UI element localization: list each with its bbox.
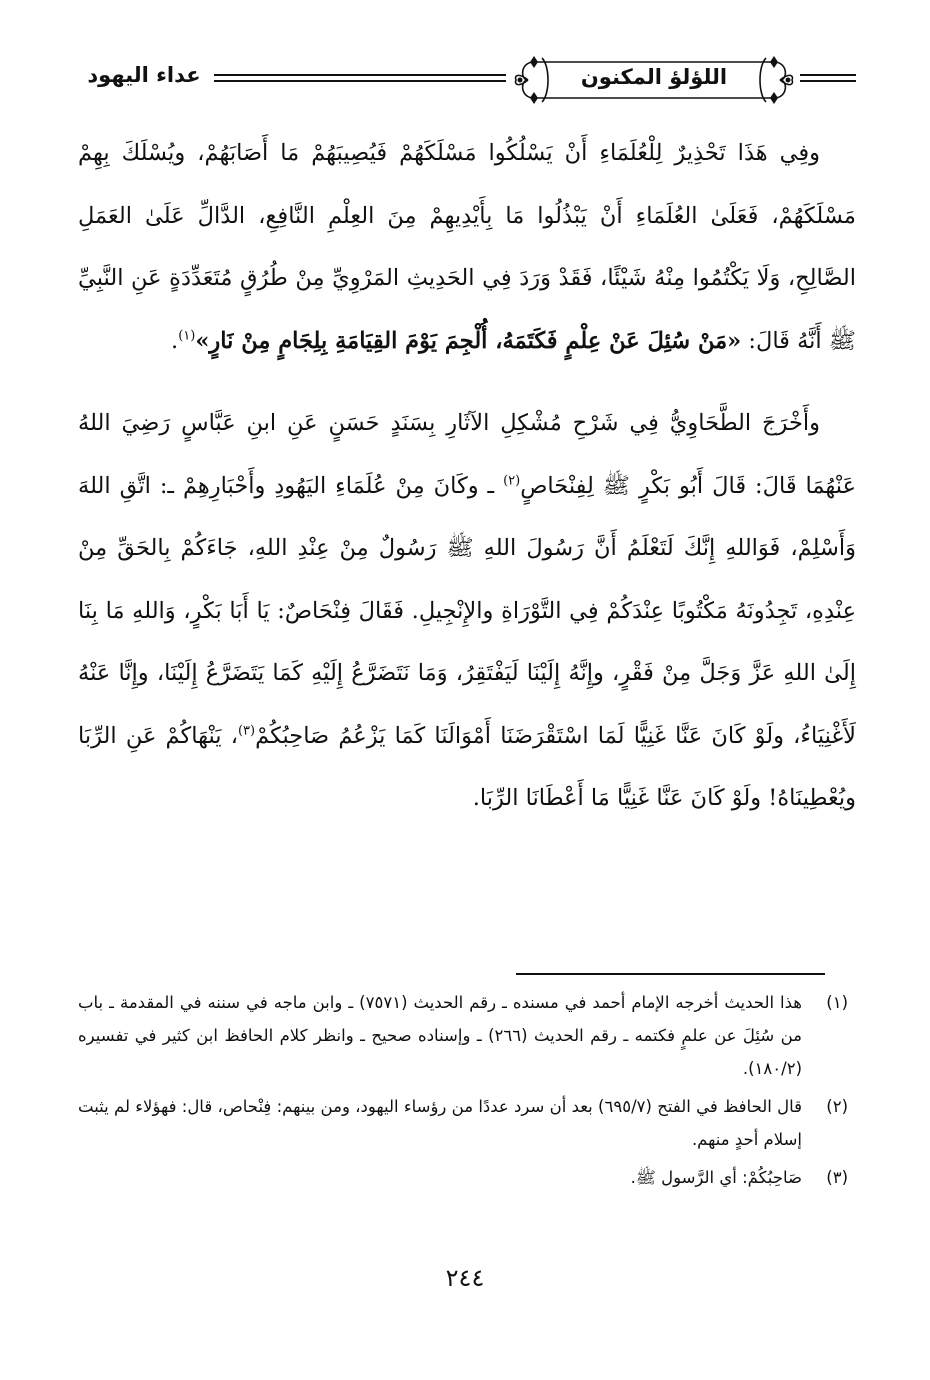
footnote-number: (١)	[826, 993, 848, 1012]
page-number: ٢٤٤	[445, 1264, 485, 1292]
paragraph-1-text: وفِي هَذَا تَحْذِيرٌ لِلْعُلَمَاءِ أَنْ يَسْلُكُوا مَسْلَكَهُمْ فَيُصِيبَهُمْ مَا أَصَابَهُمْ، ويُسْلَكَ بِهِمْ مَسْلَكَهُمْ، فَعَلَىٰ العُلَمَاءِ أَنْ يَبْذُلُوا مَا بِأَيْدِيهِمْ مِنَ العِلْمِ النَّافِعِ، الدَّالِّ عَلَىٰ العَمَلِ الصَّالِحِ، وَلَا يَكْتُمُوا مِنْهُ شَيْئًا، فَقَدْ وَرَدَ فِي الحَدِيثِ المَرْوِيِّ مِنْ طُرُقٍ مُتَعَدِّدَةٍ عَنِ النَّبِيِّ ﷺ أَنَّهُ قَالَ:	[78, 140, 856, 354]
footnote-1	[78, 986, 848, 1085]
paragraph-2-text-a: وأَخْرَجَ الطَّحَاوِيُّ فِي شَرْحِ مُشْكِلِ الآثَارِ بِسَنَدٍ حَسَنٍ عَنِ ابنِ عَبَّاسٍ رَضِيَ اللهُ عَنْهُمَا قَالَ: قَالَ أَبُو بَكْرٍ ﷺ لِفِنْحَاصٍ	[78, 410, 856, 499]
footnote-text: هذا الحديث أخرجه الإمام أحمد في مسنده ـ رقم الحديث (٧٥٧١) ـ وابن ماجه في سننه في المقدمة ـ باب من سُئِلَ عن علمٍ فكتمه ـ رقم الحديث (٢٦٦) ـ وإسناده صحيح ـ وانظر كلام الحافظ ابن كثير في تفسيره (١٨٠/٢).	[78, 993, 803, 1078]
footnote-2	[78, 1090, 848, 1156]
main-text	[78, 122, 856, 830]
footnote-ref-1: (١)	[178, 328, 196, 343]
footnote-number: (٣)	[826, 1168, 848, 1187]
header-rule-right	[800, 74, 856, 82]
chapter-title: عداء اليهود	[87, 63, 201, 87]
footnote-number: (٢)	[826, 1097, 848, 1116]
footnote-3	[78, 1161, 848, 1194]
header-rule-left	[214, 74, 506, 82]
paragraph-2-text-c: ، يَنْهَاكُمْ عَنِ الرِّبَا ويُعْطِينَاهُ! ولَوْ كَانَ عَنَّا غَنِيًّا مَا أَعْطَانَا الرِّبَا.	[78, 722, 856, 811]
footnote-separator	[516, 973, 825, 975]
hadith-quote: «مَنْ سُئِلَ عَنْ عِلْمٍ فَكَتَمَهُ، أُلْجِمَ يَوْمَ القِيَامَةِ بِلِجَامٍ مِنْ نَارٍ»	[195, 327, 742, 354]
footnotes	[78, 986, 848, 1199]
title-ornament-frame	[514, 54, 794, 106]
running-header	[78, 50, 856, 110]
book-title: اللؤلؤ المكنون	[580, 65, 728, 89]
footnote-ref-3: (٣)	[237, 723, 256, 738]
footnote-ref-2: (٢)	[503, 473, 521, 488]
footnote-text: صَاحِبُكُمْ: أي الرَّسول ﷺ.	[630, 1168, 802, 1187]
paragraph-2	[78, 392, 856, 830]
paragraph-1	[78, 122, 856, 372]
paragraph-1-end: .	[171, 327, 179, 354]
footnote-text: قال الحافظ في الفتح (٦٩٥/٧) بعد أن سرد عددًا من رؤساء اليهود، ومن بينهم: فِنْحاص، قال: فهؤلاء لم يثبت إسلام أحدٍ منهم.	[78, 1097, 803, 1149]
paragraph-2-text-b: ـ وكَانَ مِنْ عُلَمَاءِ اليَهُودِ وأَحْبَارِهِمْ ـ: اتَّقِ اللهَ وَأَسْلِمْ، فَوَاللهِ إِنَّكَ لَتَعْلَمُ أَنَّ رَسُولَ اللهِ ﷺ رَسُولٌ مِنْ عِنْدِ اللهِ، جَاءَكُمْ بِالحَقِّ مِنْ عِنْدِهِ، تَجِدُونَهُ مَكْتُوبًا عِنْدَكُمْ فِي التَّوْرَاةِ والإِنْجِيلِ. فَقَالَ فِنْحَاصٌ: يَا أَبَا بَكْرٍ، وَاللهِ مَا بِنَا إِلَىٰ اللهِ عَزَّ وَجَلَّ مِنْ فَقْرٍ، وإِنَّهُ إِلَيْنَا لَيَفْتَقِرُ، وَمَا نَتَضَرَّعُ إِلَيْهِ كَمَا يَتَضَرَّعُ إِلَيْنَا، وإِنَّا عَنْهُ لَأَغْنِيَاءُ، ولَوْ كَانَ عَنَّا غَنِيًّا لَمَا اسْتَقْرَضَنَا أَمْوَالَنَا كَمَا يَزْعُمُ صَاحِبُكُمْ	[78, 472, 856, 749]
